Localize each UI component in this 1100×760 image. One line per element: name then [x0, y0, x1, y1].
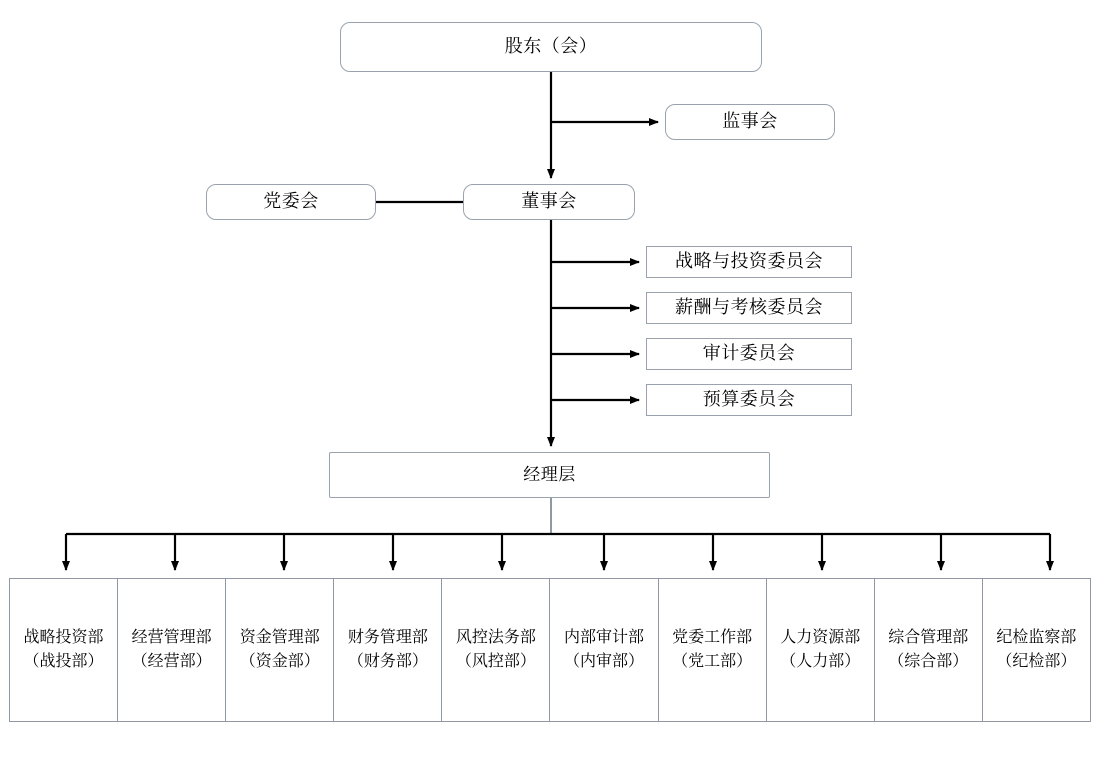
department-name: 党委工作部: [672, 629, 753, 646]
node-party-committee-label: 党委会: [263, 191, 319, 212]
department-abbr: （党工部）: [672, 653, 753, 670]
node-supervisory-board: [665, 104, 835, 140]
node-committee-compensation-appraisal: [646, 292, 852, 324]
department-abbr: （资金部）: [239, 653, 320, 670]
node-board-of-directors: [463, 184, 635, 220]
node-board-of-directors-label: 董事会: [521, 191, 577, 212]
node-committee-audit: [646, 338, 852, 370]
node-committee-label: 薪酬与考核委员会: [675, 297, 823, 318]
department-abbr: （战投部）: [23, 653, 104, 670]
department-cell: [225, 578, 333, 722]
department-cell: [982, 578, 1091, 722]
department-cell: [658, 578, 766, 722]
department-abbr: （综合部）: [888, 653, 969, 670]
department-cell: [333, 578, 441, 722]
department-cell: [9, 578, 117, 722]
node-committee-label: 预算委员会: [702, 389, 796, 410]
node-committee-label: 审计委员会: [702, 343, 796, 364]
department-name: 纪检监察部: [996, 629, 1077, 646]
department-name: 战略投资部: [23, 629, 104, 646]
department-name: 风控法务部: [455, 629, 536, 646]
department-abbr: （风控部）: [455, 653, 536, 670]
node-manager-layer: [329, 452, 770, 498]
department-abbr: （人力部）: [780, 653, 861, 670]
department-abbr: （财务部）: [347, 653, 428, 670]
department-name: 财务管理部: [347, 629, 428, 646]
department-cell: [549, 578, 657, 722]
department-abbr: （纪检部）: [996, 653, 1077, 670]
department-abbr: （经营部）: [131, 653, 212, 670]
node-committee-budget: [646, 384, 852, 416]
node-committee-strategy-investment: [646, 246, 852, 278]
department-cell: [766, 578, 874, 722]
node-shareholders: [340, 22, 762, 72]
department-name: 人力资源部: [780, 629, 861, 646]
department-name: 内部审计部: [564, 629, 645, 646]
node-party-committee: [206, 184, 376, 220]
node-committee-label: 战略与投资委员会: [675, 251, 823, 272]
node-manager-layer-label: 经理层: [523, 464, 576, 484]
node-supervisory-board-label: 监事会: [722, 111, 778, 132]
department-name: 资金管理部: [239, 629, 320, 646]
department-cell: [874, 578, 982, 722]
department-abbr: （内审部）: [564, 653, 645, 670]
department-row: [9, 578, 1091, 722]
department-cell: [441, 578, 549, 722]
node-shareholders-label: 股东（会）: [504, 36, 598, 57]
department-cell: [117, 578, 225, 722]
department-name: 综合管理部: [888, 629, 969, 646]
department-name: 经营管理部: [131, 629, 212, 646]
